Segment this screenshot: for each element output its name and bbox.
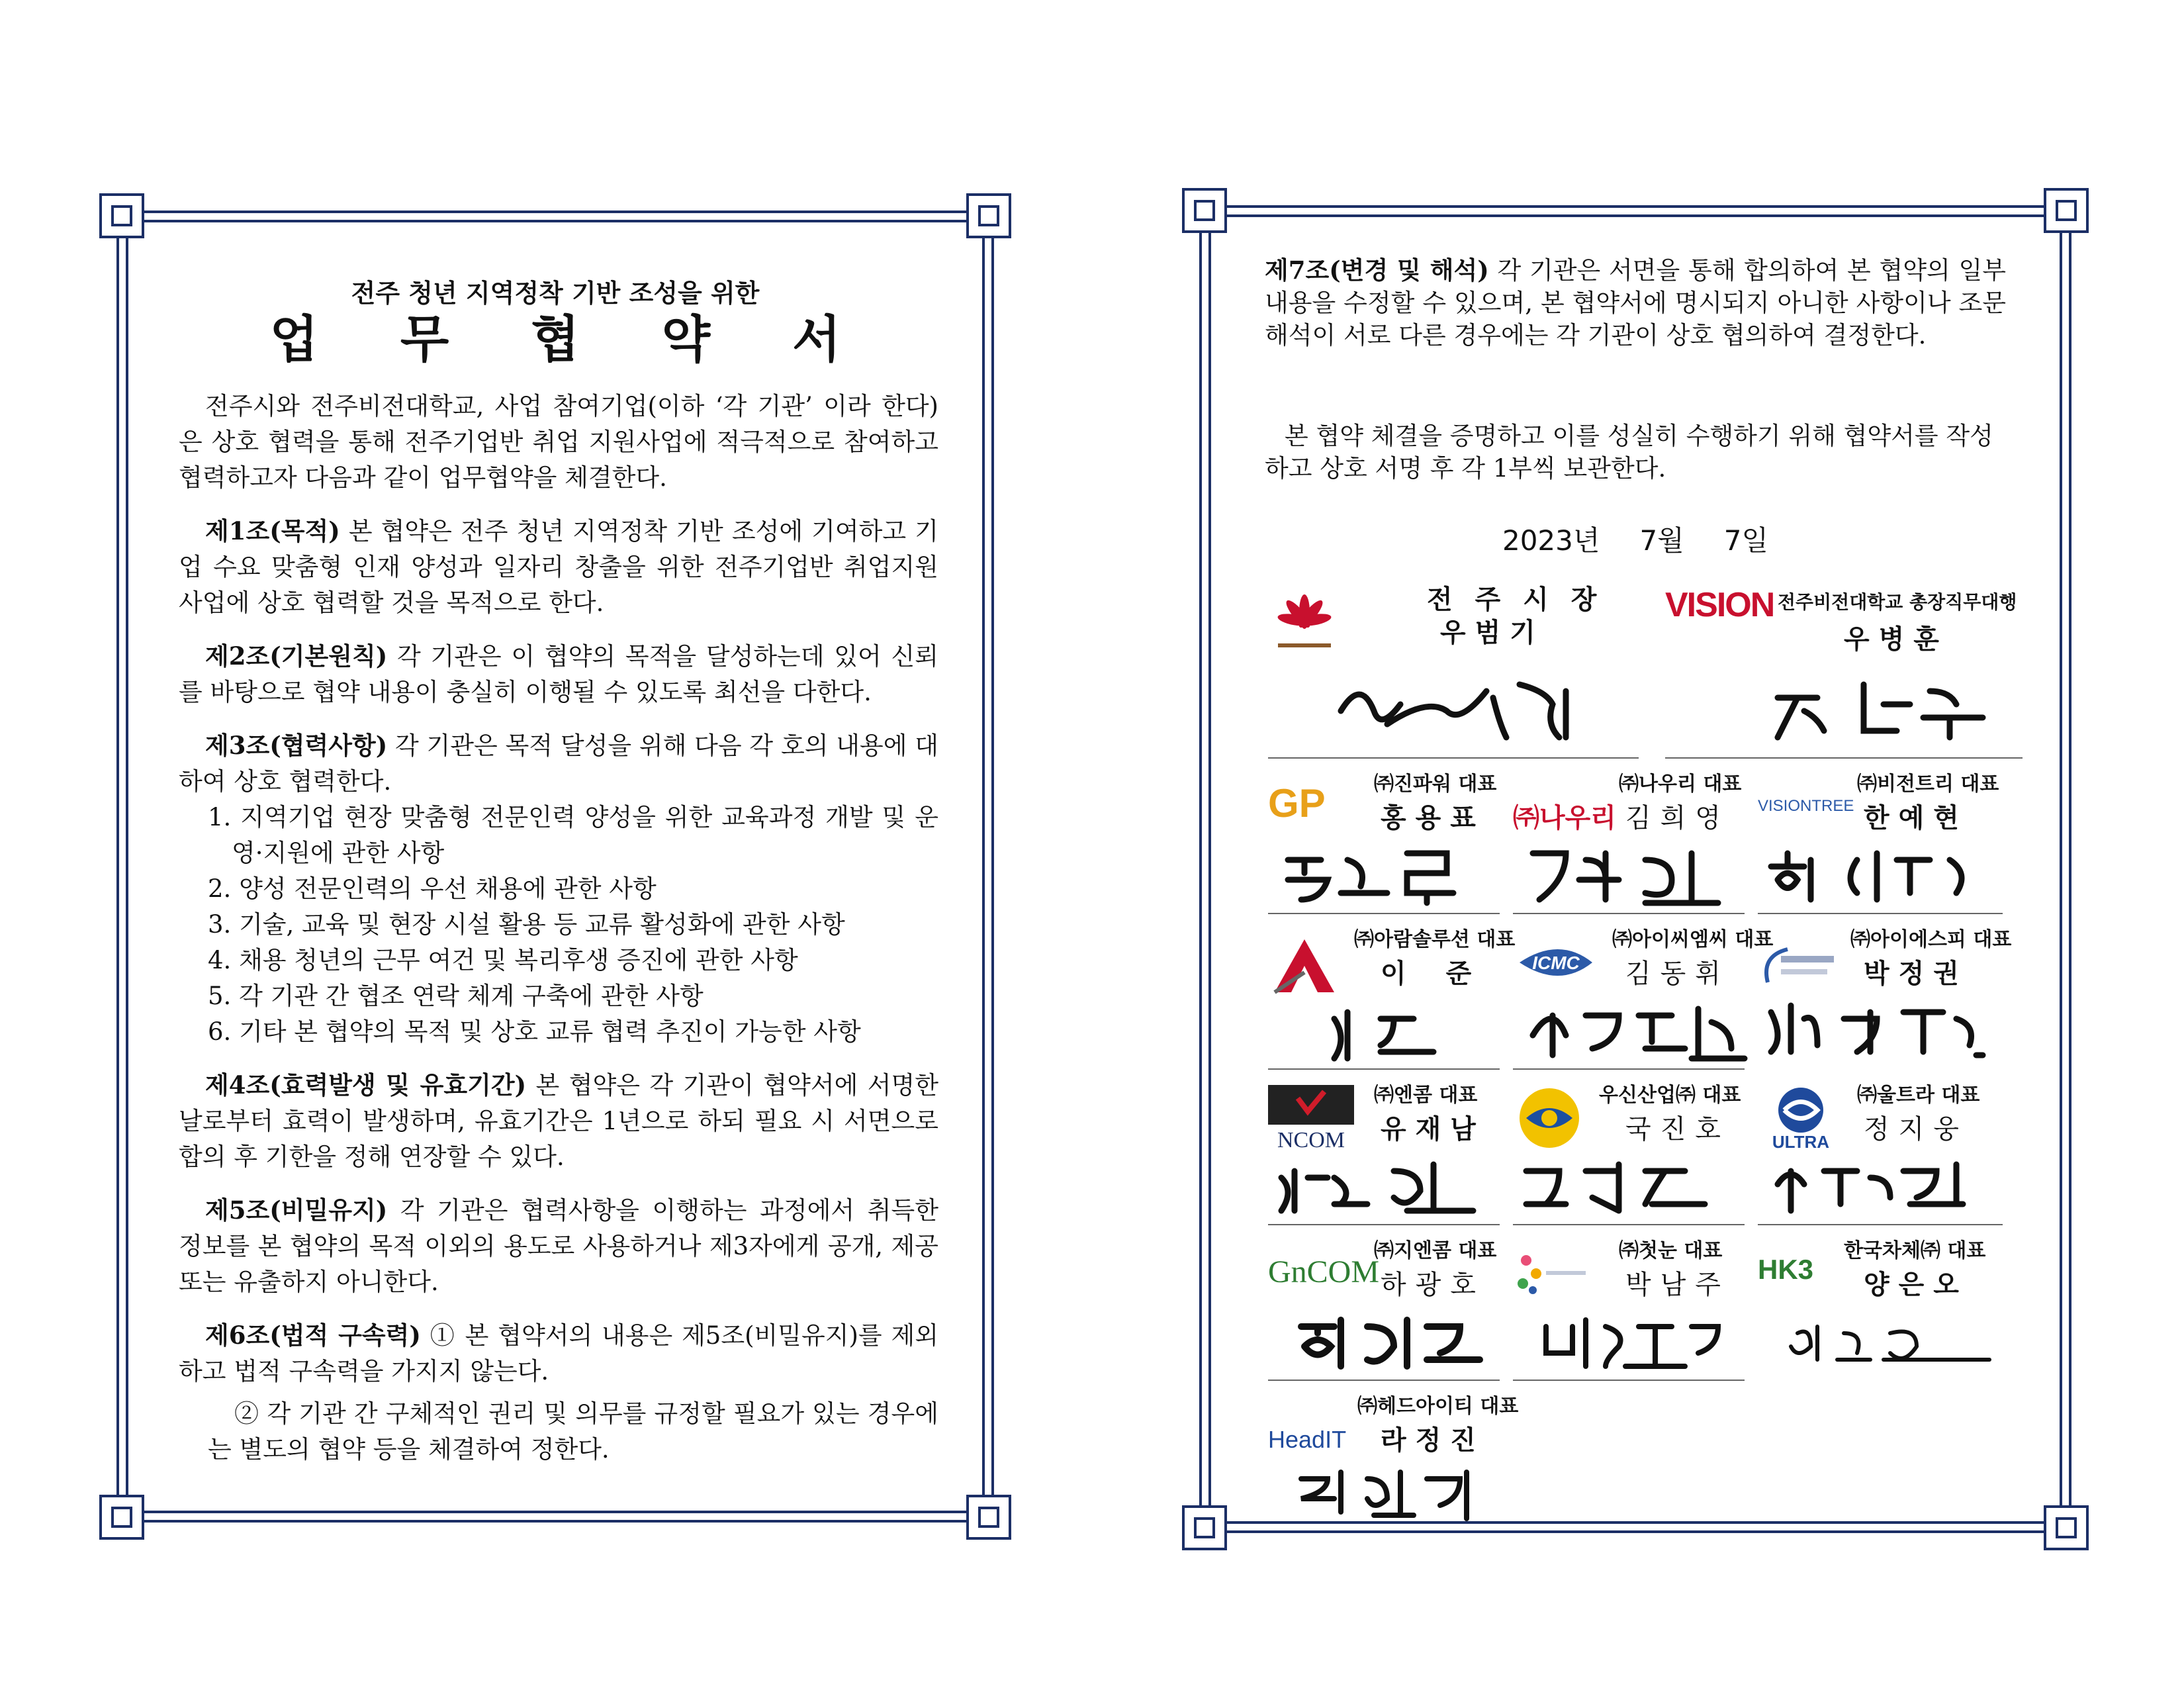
article-heading: 제1조(목적) [205,516,340,545]
handwritten-signature-icon [1321,999,1453,1065]
signatory-company [1268,1389,1519,1522]
date-year: 2023년 [1502,524,1600,557]
signatory-role: 전 주 시 장 [1427,585,1604,615]
article-heading: 제4조(효력발생 및 유효기간) [205,1070,527,1100]
company-logo: NCOM [1277,1128,1345,1151]
article-text: ① 본 협약서의 내용은 제5조(비밀유지)를 제외하고 법적 구속력을 가지지 않는다. [179,1321,938,1385]
vision-logo: VISION [1665,586,1774,624]
signatory-role: 전주비전대학교 총장직무대행 [1778,591,2017,613]
left-page-frame [116,211,994,1523]
frame-corner [966,1495,1011,1540]
title-char: 업 [269,310,318,369]
frame-corner [2044,188,2089,233]
signatory-name: 하광호 [1381,1270,1485,1300]
signatory-role: ㈜진파워 대표 [1374,773,1497,796]
signatory-name: 한예현 [1864,803,1968,833]
signatory-name: 정지웅 [1864,1114,1968,1145]
signatory-role: ㈜울트라 대표 [1857,1084,1980,1107]
handwritten-signature-icon [1275,1151,1493,1217]
list-item: 6. 기타 본 협약의 목적 및 상호 교류 협력 추진이 가능한 사항 [208,1017,861,1046]
signatory-name: 김희영 [1625,803,1730,833]
right-page-frame [1199,205,2071,1533]
signatory-role: ㈜나우리 대표 [1619,773,1742,796]
document-subtitle: 전주 청년 지역정착 기반 조성을 위한 [351,279,760,308]
signatory-name: 우병훈 [1844,624,1948,655]
article-heading: 제6조(법적 구속력) [205,1321,421,1350]
date-month: 7월 [1639,524,1684,557]
frame-corner [2044,1505,2089,1550]
article-text: 본 협약은 각 기관이 협약서에 서명한 날로부터 효력이 발생하며, 유효기간은 1년으로 하되 필요 시 서면으로 합의 후 기한을 정해 연장할 수 있다. [179,1071,938,1171]
signatory-role: ㈜아람솔루션 대표 [1354,928,1516,951]
signatory-name: 박정권 [1864,959,1968,989]
signatory-company [1758,1234,2003,1380]
signatory-company [1513,923,1774,1070]
signatory-name: 이준 [1381,959,1512,989]
company-logo: GnCOM [1268,1254,1380,1289]
jeonju-city-logo-icon [1268,585,1341,658]
cheotnun-logo-icon [1513,1247,1592,1300]
signatory-university [1665,579,2023,759]
signatory-mayor [1268,579,1639,759]
article-text: 본 협약은 전주 청년 지역정착 기반 조성에 기여하고 기업 수요 맞춤형 인재 양성과 일자리 창출을 위한 전주기업반 취업지원 사업에 상호 협력할 것을 목적으로 한다. [179,517,938,617]
frame-corner [99,193,144,238]
handwritten-signature-icon [1295,1459,1493,1525]
frame-corner [1182,188,1227,233]
handwritten-signature-icon [1758,1307,1996,1373]
document-title [119,299,991,371]
signatory-company [1758,923,2012,1068]
aram-logo-icon [1268,936,1341,996]
signing-date [1202,519,2069,559]
handwritten-signature-icon [1328,671,1606,744]
article-3 [179,727,938,1050]
signatory-name: 홍용표 [1381,803,1485,833]
company-logo: HeadIT [1268,1426,1347,1453]
signatory-name: 라정진 [1381,1425,1485,1456]
isp-logo-icon [1758,943,1837,989]
article-1 [179,513,938,621]
signatory-role: ㈜헤드아이티 대표 [1357,1395,1519,1418]
list-item: 5. 각 기관 간 협조 연락 체계 구축에 관한 사항 [208,982,704,1010]
article-heading: 제3조(협력사항) [205,731,388,760]
signatory-name: 국진호 [1625,1114,1730,1145]
list-item: 3. 기술, 교육 및 현장 시설 활용 등 교류 활성화에 관한 사항 [208,910,845,939]
signatory-role: ㈜지엔콤 대표 [1374,1239,1497,1262]
ncom-logo-icon [1268,1085,1354,1151]
date-day: 7일 [1723,524,1769,557]
signatory-name: 양은오 [1864,1270,1968,1300]
signatory-company [1758,1078,2003,1225]
article-7 [1265,254,2006,352]
frame-corner [966,193,1011,238]
article-6-paragraph-2: ② 각 기관 간 구체적인 권리 및 의무를 규정할 필요가 있는 경우에는 별도의 협약 등을 체결하여 정한다. [208,1399,938,1464]
agreement-body [179,389,938,1468]
list-item: 1. 지역기업 현장 맞춤형 전문인력 양성을 위한 교육과정 개발 및 운영·지원에 관한 사항 [208,803,938,867]
title-char: 무 [400,310,449,369]
article-3-items [179,800,938,1050]
handwritten-signature-icon [1526,996,1751,1062]
handwritten-signature-icon [1758,992,2003,1065]
article-2 [179,638,938,710]
icmc-logo-icon [1513,939,1599,986]
signatory-role: ㈜첫눈 대표 [1619,1239,1723,1262]
signatory-role: ㈜비전트리 대표 [1857,773,1999,796]
article-heading: 제7조(변경 및 해석) [1265,256,1489,285]
company-logo: VISIONTREE [1758,797,1854,815]
article-text: 각 기관은 이 협약의 목적을 달성하는데 있어 신뢰를 바탕으로 협약 내용이 충실히 이행될 수 있도록 최선을 다한다. [179,642,938,706]
signatory-name: 우범기 [1440,618,1545,648]
handwritten-signature-icon [1281,840,1493,906]
article-heading: 제5조(비밀유지) [205,1196,388,1225]
signatory-company [1513,767,1745,914]
article-text: 각 기관은 협력사항을 이행하는 과정에서 취득한 정보를 본 협약의 목적 이외의 용도로 사용하거나 제3자에게 공개, 제공 또는 유출하지 아니한다. [179,1196,938,1296]
company-logo: ICMC [1532,953,1580,973]
list-item: 2. 양성 전문인력의 우선 채용에 관한 사항 [208,874,657,903]
company-logo: ㈜나우리 [1513,804,1616,833]
signatory-company [1268,923,1516,1070]
signatory-role: ㈜아이에스피 대표 [1850,928,2012,951]
article-text: 각 기관은 서면을 통해 합의하여 본 협약의 일부 내용을 수정할 수 있으며, 본 협약서에 명시되지 아니한 사항이나 조문 해석이 서로 다른 경우에는 각 기관이 상호 협의하여 결정한다. [1265,256,2006,350]
article-5 [179,1192,938,1300]
article-6 [179,1317,938,1468]
wooshin-logo-icon [1513,1085,1586,1151]
article-heading: 제2조(기본원칙) [205,641,388,671]
signatory-role: 우신산업㈜ 대표 [1599,1084,1741,1107]
company-logo: HK3 [1758,1254,1814,1285]
signatory-role: ㈜아이씨엠씨 대표 [1612,928,1774,951]
title-char: 협 [531,310,580,369]
handwritten-signature-icon [1764,671,2003,744]
handwritten-signature-icon [1764,840,1989,906]
signatory-company [1268,1234,1500,1381]
article-text: 각 기관은 목적 달성을 위해 다음 각 호의 내용에 대하여 상호 협력한다. [179,731,938,796]
title-char: 약 [661,310,711,369]
article-4 [179,1067,938,1175]
company-logo: ULTRA [1772,1132,1830,1151]
frame-corner [1182,1505,1227,1550]
handwritten-signature-icon [1539,1307,1738,1373]
signatory-company [1268,1078,1500,1225]
signatory-name: 박남주 [1625,1270,1730,1300]
intro-paragraph: 전주시와 전주비전대학교, 사업 참여기업(이하 ‘각 기관’ 이라 한다)은 상호 협력을 통해 전주기업반 취업 지원사업에 적극적으로 참여하고 협력하고자 다음과 같이 업무협약을 체결한다. [179,392,938,492]
company-logo: GP [1268,781,1326,825]
ultra-logo-icon [1758,1085,1844,1151]
signatory-company [1513,1078,1745,1225]
signatory-company [1268,767,1500,914]
signatory-company [1513,1234,1745,1381]
handwritten-signature-icon [1771,1151,1989,1217]
frame-corner [99,1495,144,1540]
handwritten-signature-icon [1520,1151,1718,1217]
signatory-name: 김동휘 [1625,959,1730,989]
signatory-name: 유재남 [1381,1114,1485,1145]
handwritten-signature-icon [1295,1307,1493,1373]
title-char: 서 [792,310,841,369]
handwritten-signature-icon [1526,840,1738,906]
signatory-role: 한국차체㈜ 대표 [1844,1239,1986,1262]
signatory-role: ㈜엔콤 대표 [1374,1084,1478,1107]
list-item: 4. 채용 청년의 근무 여건 및 복리후생 증진에 관한 사항 [208,946,798,974]
signatory-company [1758,767,2003,914]
closing-paragraph: 본 협약 체결을 증명하고 이를 성실히 수행하기 위해 협약서를 작성하고 상호 서명 후 각 1부씩 보관한다. [1265,422,1993,483]
